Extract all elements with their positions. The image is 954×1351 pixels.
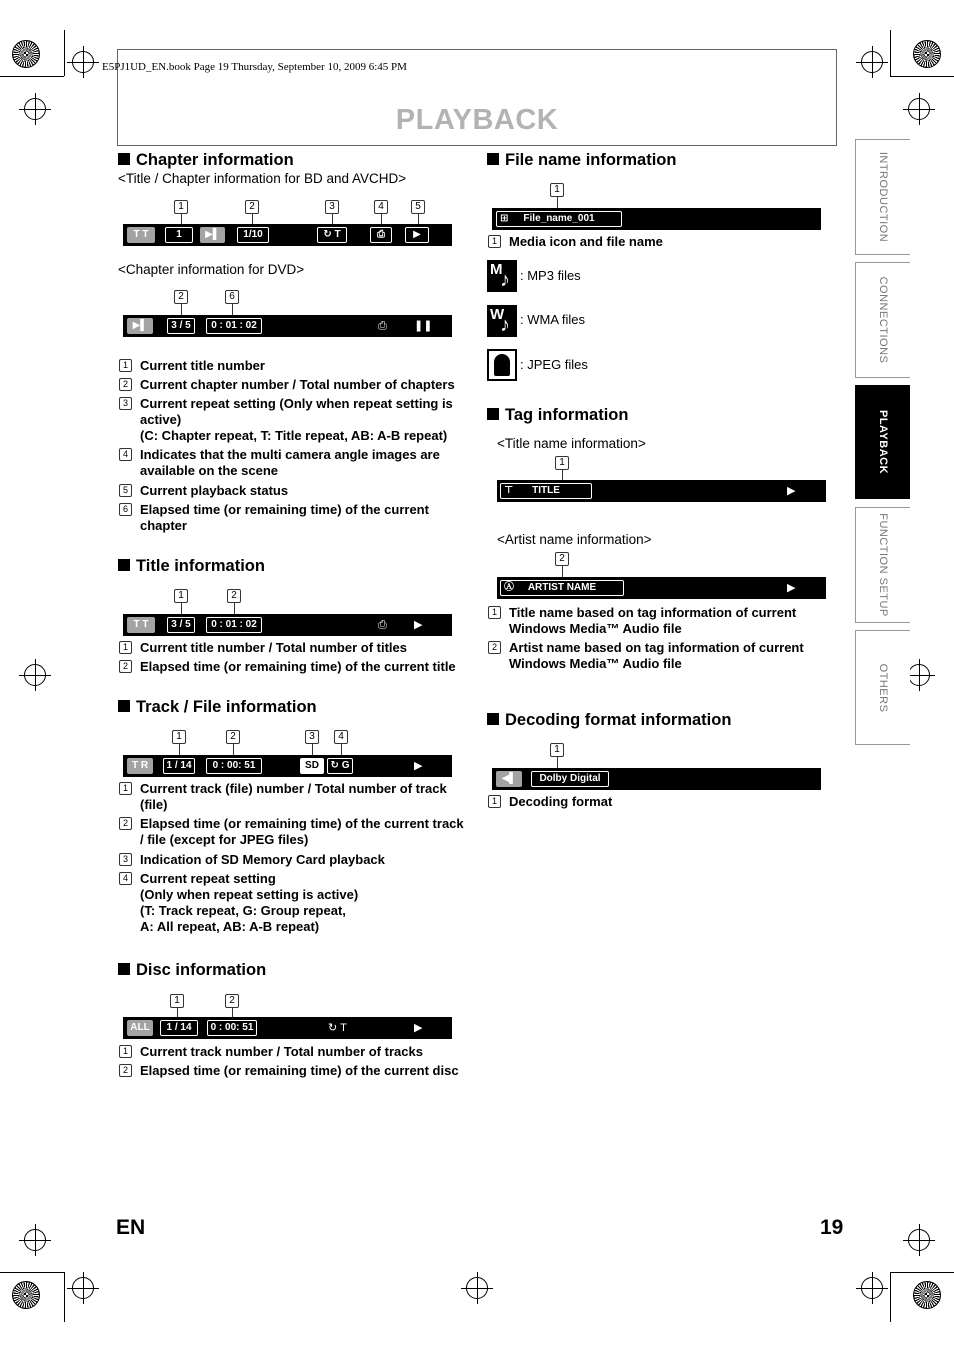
chapter-number-chip: 1/10 [237, 227, 269, 243]
callout-1: 1 [550, 183, 564, 197]
side-tab-label: OTHERS [877, 663, 889, 712]
title-tt-chip: T T [127, 617, 155, 633]
jpeg-file-icon [487, 349, 517, 381]
tag-artist-chip: Ⓐ ARTIST NAME [500, 580, 624, 596]
list-item: 1 Current track (file) number / Total number of track (file) [119, 781, 469, 813]
callout-4: 4 [374, 200, 388, 214]
wma-file-icon: W ♪ [487, 305, 517, 337]
page-number: 19 [820, 1216, 844, 1239]
list-item: 1 Current title number / Total number of titles [119, 640, 479, 656]
list-item: 1 Current title number [119, 358, 469, 374]
title-tt-chip: T T [127, 227, 155, 243]
artist-icon: Ⓐ [504, 582, 514, 593]
list-item: A: All repeat, AB: A-B repeat) [140, 919, 320, 934]
list-item: 1 Current track number / Total number of tracks [119, 1044, 479, 1060]
title-number-chip: 1 [165, 227, 193, 243]
registration-dial-icon [913, 40, 941, 68]
file-name-display-bar [492, 208, 821, 230]
play-status-icon: ▶ [414, 1022, 423, 1034]
crop-mark [890, 1272, 891, 1322]
media-label: : MP3 files [520, 268, 581, 283]
tag-artist-display-bar [497, 577, 826, 599]
list-item: 3 Current repeat setting (Only when repeat setting is active) [119, 396, 469, 428]
bd-chapter-display-bar [123, 224, 452, 246]
crop-mark [890, 1272, 954, 1273]
tag-icon: ⊤ [504, 485, 514, 496]
subheading-artist-name: <Artist name information> [497, 532, 652, 547]
callout-6: 6 [225, 290, 239, 304]
registration-target-icon [908, 1229, 930, 1251]
repeat-chip: ↻ G [327, 758, 353, 774]
repeat-icon: ↻ [323, 229, 335, 240]
callout-2: 2 [225, 994, 239, 1008]
subheading-bd: <Title / Chapter information for BD and AVCHD> [118, 171, 407, 186]
crop-mark [890, 76, 954, 77]
callout-3: 3 [305, 730, 319, 744]
list-item: 1 Title name based on tag information of current Windows Media™ Audio file [488, 605, 828, 637]
list-item: 2 Artist name based on tag information of current Windows Media™ Audio file [488, 640, 828, 672]
footer-language: EN [116, 1216, 146, 1239]
list-item: 2 Current chapter number / Total number of chapters [119, 377, 469, 393]
chapter-icon: ▶▌ [127, 318, 153, 334]
registration-target-icon [861, 1277, 883, 1299]
list-item: 5 Current playback status [119, 483, 469, 499]
registration-target-icon [72, 51, 94, 73]
callout-2: 2 [226, 730, 240, 744]
repeat-chip: ↻ T [317, 227, 347, 243]
registration-dial-icon [12, 40, 40, 68]
list-item: 2 Elapsed time (or remaining time) of the current disc [119, 1063, 479, 1079]
registration-target-icon [908, 664, 930, 686]
chapter-icon: ▶▌ [200, 227, 225, 243]
crop-mark [64, 30, 65, 76]
media-label: : WMA files [520, 312, 586, 327]
disc-display-bar [123, 1017, 452, 1039]
callout-1: 1 [555, 456, 569, 470]
registration-dial-icon [913, 1281, 941, 1309]
sd-card-chip: SD [300, 758, 324, 774]
crop-mark [0, 1272, 64, 1273]
registration-target-icon [861, 51, 883, 73]
list-item: 6 Elapsed time (or remaining time) of the current chapter [119, 502, 469, 534]
callout-1: 1 [550, 743, 564, 757]
callout-5: 5 [411, 200, 425, 214]
crop-mark [64, 1272, 65, 1322]
list-item: 1 Media icon and file name [488, 234, 828, 250]
page-title: PLAYBACK [395, 104, 559, 136]
list-item: 1 Decoding format [488, 794, 828, 810]
section-heading-title: Title information [118, 557, 265, 576]
list-item: (Only when repeat setting is active) [140, 887, 359, 902]
section-heading-disc: Disc information [118, 961, 266, 980]
list-item: 2 Elapsed time (or remaining time) of the current track / file (except for JPEG files) [119, 816, 469, 848]
play-status-icon: ▶ [787, 582, 796, 594]
side-tab-label: FUNCTION SETUP [877, 513, 889, 617]
side-tab-label: CONNECTIONS [877, 276, 889, 364]
play-status-icon: ▶ [787, 485, 796, 497]
track-number-chip: 1 / 14 [160, 1020, 198, 1036]
callout-1: 1 [174, 200, 188, 214]
crop-mark [890, 30, 891, 76]
side-tab-label: INTRODUCTION [877, 151, 889, 243]
callout-1: 1 [170, 994, 184, 1008]
list-item: (T: Track repeat, G: Group repeat, [140, 903, 346, 918]
chapter-number-chip: 3 / 5 [167, 318, 195, 334]
callout-2: 2 [227, 589, 241, 603]
track-number-chip: 1 / 14 [163, 758, 195, 774]
title-display-bar [123, 614, 452, 636]
elapsed-time-chip: 0 : 00: 51 [207, 1020, 257, 1036]
dvd-chapter-display-bar [123, 315, 452, 337]
callout-1: 1 [172, 730, 186, 744]
section-heading-file-name: File name information [487, 151, 676, 170]
callout-2: 2 [174, 290, 188, 304]
elapsed-time-chip: 0 : 01 : 02 [206, 617, 262, 633]
camera-angle-icon: ⎙ [378, 320, 387, 332]
side-tab-introduction[interactable] [855, 139, 910, 255]
list-item: 4 Current repeat setting [119, 871, 469, 887]
decoding-format-chip: Dolby Digital [531, 771, 609, 787]
decoding-display-bar [492, 768, 821, 790]
section-heading-tag: Tag information [487, 406, 628, 425]
play-status-icon: ▶ [405, 227, 429, 243]
side-tab-others[interactable] [855, 630, 910, 745]
play-status-icon: ▶ [414, 619, 423, 631]
subheading-dvd: <Chapter information for DVD> [118, 262, 305, 277]
speaker-icon: ◀▌ [496, 771, 522, 787]
title-number-chip: 3 / 5 [167, 617, 195, 633]
repeat-icon: ↻ [330, 760, 342, 771]
side-tab-function-setup[interactable] [855, 507, 910, 623]
tag-title-display-bar [497, 480, 826, 502]
list-item: 2 Elapsed time (or remaining time) of the current title [119, 659, 479, 675]
registration-dial-icon [12, 1281, 40, 1309]
registration-target-icon [466, 1277, 488, 1299]
subheading-title-name: <Title name information> [497, 436, 646, 451]
media-icon: ⊞ [500, 213, 509, 224]
list-item: 3 Indication of SD Memory Card playback [119, 852, 469, 868]
book-meta: E5PJ1UD_EN.book Page 19 Thursday, September 10, 2009 6:45 PM [102, 61, 407, 73]
pause-icon: ❚❚ [414, 320, 433, 332]
list-item: 4 Indicates that the multi camera angle images are available on the scene [119, 447, 469, 479]
crop-mark [0, 76, 64, 77]
registration-target-icon [24, 1229, 46, 1251]
side-tab-label: PLAYBACK [877, 409, 889, 475]
callout-3: 3 [325, 200, 339, 214]
callout-2: 2 [245, 200, 259, 214]
callout-4: 4 [334, 730, 348, 744]
callout-2: 2 [555, 552, 569, 566]
elapsed-time-chip: 0 : 00: 51 [206, 758, 262, 774]
repeat-icon: ↻ [328, 1022, 341, 1034]
repeat-indicator: ↻ T [328, 1022, 347, 1034]
track-display-bar [123, 755, 452, 777]
mp3-file-icon: M ♪ [487, 260, 517, 292]
registration-target-icon [24, 664, 46, 686]
play-status-icon: ▶ [414, 760, 423, 772]
side-tab-connections[interactable] [855, 262, 910, 378]
tag-title-chip: ⊤ TITLE [500, 483, 592, 499]
section-heading-decoding: Decoding format information [487, 711, 731, 730]
file-name-chip: ⊞ File_name_001 [496, 211, 622, 227]
section-heading-chapter: Chapter information [118, 151, 294, 170]
elapsed-time-chip: 0 : 01 : 02 [206, 318, 262, 334]
section-heading-track: Track / File information [118, 698, 317, 717]
list-item: (C: Chapter repeat, T: Title repeat, AB: A-B repeat) [140, 428, 448, 443]
disc-all-chip: ALL [127, 1020, 153, 1036]
track-tr-chip: T R [127, 758, 153, 774]
camera-angle-icon: ⎙ [370, 227, 392, 243]
registration-target-icon [72, 1277, 94, 1299]
media-label: : JPEG files [520, 357, 588, 372]
callout-1: 1 [174, 589, 188, 603]
camera-angle-icon: ⎙ [378, 619, 387, 631]
side-tab-playback[interactable] [855, 385, 910, 499]
